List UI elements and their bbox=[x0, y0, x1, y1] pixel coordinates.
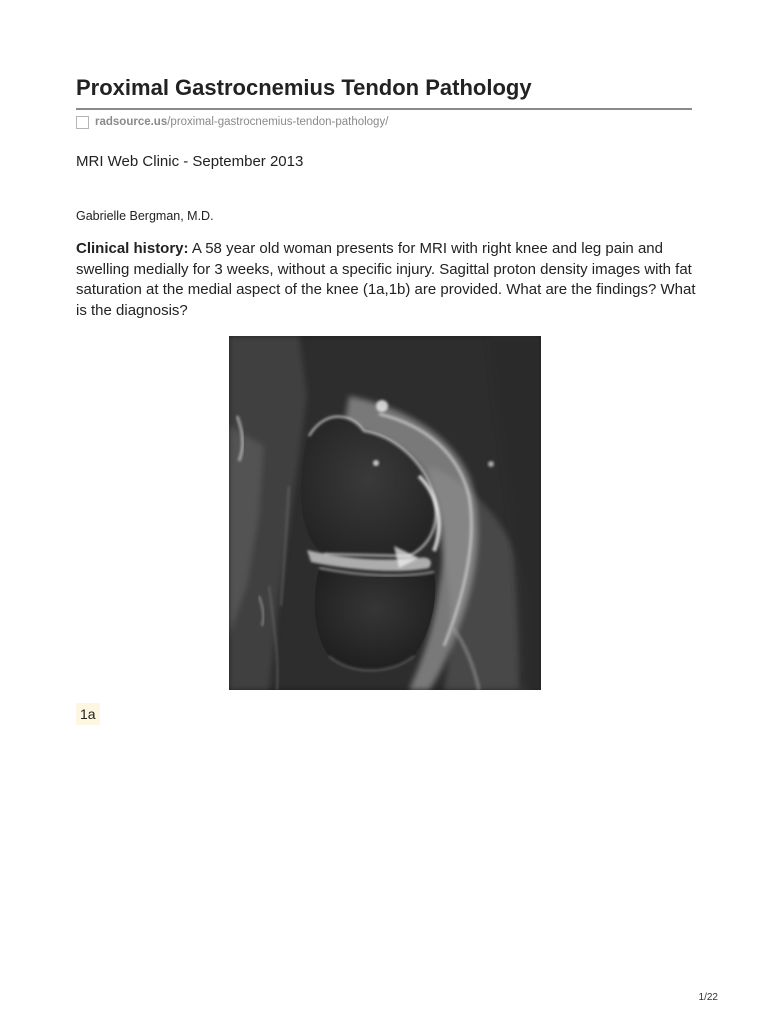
page-title: Proximal Gastrocnemius Tendon Pathology bbox=[76, 75, 532, 100]
figure-caption: 1a bbox=[76, 703, 100, 725]
author-name: Gabrielle Bergman, M.D. bbox=[76, 209, 214, 223]
page-number: 1/22 bbox=[698, 992, 718, 1003]
source-domain: radsource.us bbox=[95, 116, 168, 128]
clinical-history-label: Clinical history: bbox=[76, 240, 189, 257]
mri-image bbox=[229, 336, 541, 690]
clinic-subtitle: MRI Web Clinic - September 2013 bbox=[76, 153, 304, 170]
source-path: /proximal-gastrocnemius-tendon-pathology/ bbox=[167, 116, 389, 128]
favicon-icon bbox=[76, 116, 89, 129]
title-divider bbox=[76, 108, 692, 110]
clinical-history-text: A 58 year old woman presents for MRI with right knee and leg pain and swelling medially for 3 weeks, without a specific injury. Sagittal proton density images with fat saturation at the medial aspect of the knee (1a,1b) are provided. What are the findings? What is the diagnosis? bbox=[76, 240, 696, 319]
source-link[interactable] bbox=[76, 114, 388, 130]
clinical-history-paragraph bbox=[76, 239, 696, 321]
